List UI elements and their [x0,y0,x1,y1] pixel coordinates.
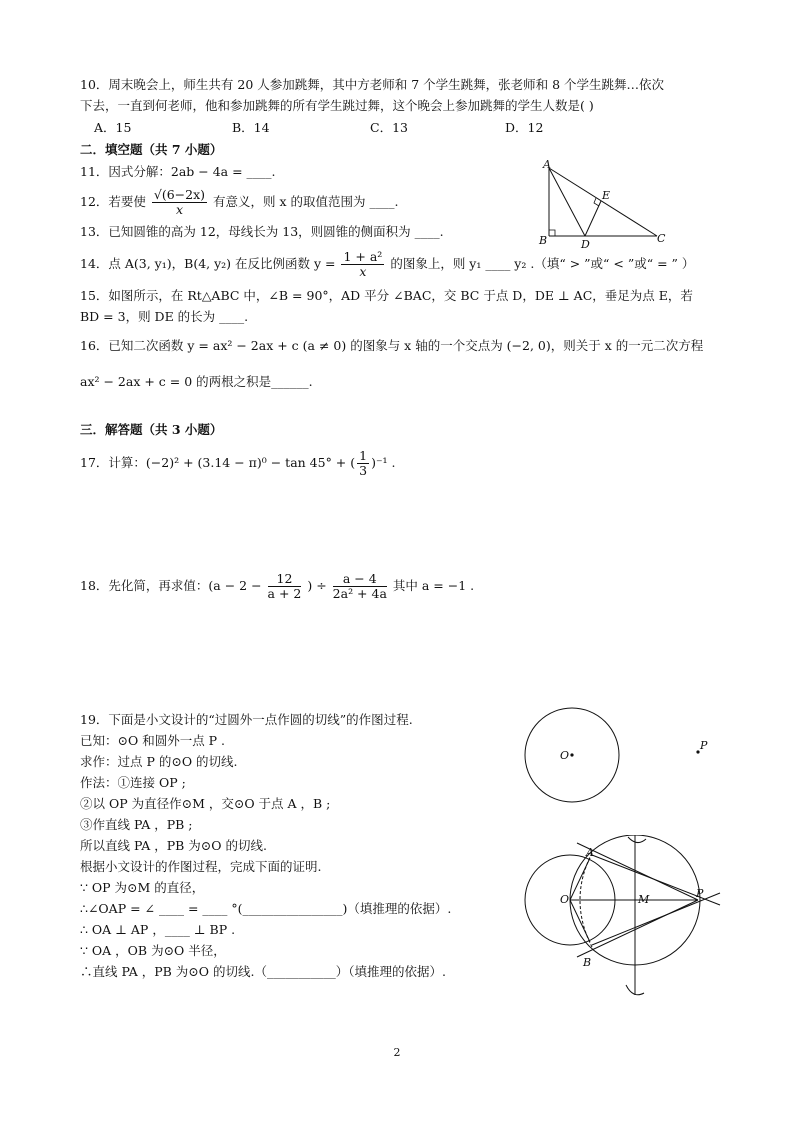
fig2-label-b: B [583,956,592,969]
q19-line-2: 已知：⊙O 和圆外一点 P . [80,733,226,748]
q17 [80,446,396,480]
fig2-label-o: O [560,893,570,906]
q19-line-1: 19．下面是小文设计的“过圆外一点作圆的切线”的作图过程. [80,712,413,727]
tri-label-e: E [602,189,611,202]
q19-line-10: ∴∠OAP = ∠ ____ = ____ °(________________)（填推理的依据）. [80,901,452,916]
q14-denominator: x [359,264,367,279]
section3-heading: 三．解答题（共 3 小题） [80,422,223,437]
q12-fraction [152,188,207,217]
q14 [80,246,694,282]
q13: 13．已知圆锥的高为 12，母线长为 13，则圆锥的侧面积为 ____. [80,224,444,239]
q11: 11．因式分解：2ab − 4a = ____. [80,164,276,179]
q10-option-a: A．15 [94,120,132,135]
q10-option-d: D．12 [505,120,544,135]
q16-line2: ax² − 2ax + c = 0 的两根之积是______. [80,374,313,389]
q14-pre: 14．点 A(3, y₁)，B(4, y₂) 在反比例函数 y = [80,256,336,271]
q19-line-12: ∵ OA ，OB 为⊙O 半径， [80,943,226,958]
q14-fraction [341,250,384,279]
tri-label-b: B [539,234,548,247]
q18-pre: 18．先化简，再求值：(a − 2 − [80,578,262,593]
q19-line-4: 作法：①连接 OP ; [80,775,186,790]
q18-denominator2: 2a² + 4a [332,586,387,601]
q18-denominator1: a + 2 [267,586,302,601]
q19-line-5: ②以 OP 为直径作⊙M ，交⊙O 于点 A ，B ; [80,796,331,811]
q19-line-8: 根据小文设计的作图过程，完成下面的证明. [80,859,322,874]
q12-numerator: √(6−2x) [153,187,206,202]
q12 [80,185,398,219]
tri-label-c: C [657,232,666,245]
q18 [80,568,474,604]
q17-post: )⁻¹ . [371,455,396,470]
q15-line2: BD = 3，则 DE 的长为 ____. [80,309,249,324]
fig2-label-m: M [638,893,650,906]
q17-pre: 17．计算：(−2)² + (3.14 − π)⁰ − tan 45° + ( [80,455,356,470]
q18-fraction2 [333,572,387,601]
q14-numerator: 1 + a² [343,249,383,264]
tri-label-d: D [581,238,590,250]
q15-line1: 15．如图所示，在 Rt△ABC 中，∠B = 90°，AD 平分 ∠BAC，交 BC 于点 D，DE ⊥ AC，垂足为点 E，若 [80,288,693,303]
q12-post: 有意义，则 x 的取值范围为 ____. [213,194,399,209]
q19-line-13: ∴直线 PA ，PB 为⊙O 的切线.（___________）（填推理的依据）. [80,964,446,979]
q18-fraction1 [268,572,302,601]
q12-pre: 12．若要使 [80,194,146,209]
fig2-label-a: A [586,846,594,859]
q19-line-7: 所以直线 PA ，PB 为⊙O 的切线. [80,838,267,853]
circle-figure-2 [520,835,730,1000]
q16-line1: 16．已知二次函数 y = ax² − 2ax + c (a ≠ 0) 的图象与 x 轴的一个交点为 (−2, 0)，则关于 x 的一元二次方程 [80,338,704,353]
tri-label-a: A [543,160,551,171]
q19-line-6: ③作直线 PA ，PB ; [80,817,193,832]
q10-line2: 下去，一直到何老师，他和参加跳舞的所有学生跳过舞，这个晚会上参加跳舞的学生人数是( ) [80,98,594,113]
q19-line-9: ∵ OP 为⊙M 的直径， [80,880,205,895]
q12-denominator: x [175,202,183,217]
q18-mid: ) ÷ [307,578,327,593]
triangle-figure [535,160,675,250]
q10-line1: 10．周末晚会上，师生共有 20 人参加跳舞，其中方老师和 7 个学生跳舞，张老师和 8 个学生跳舞…依次 [80,77,665,92]
q17-fraction [357,449,369,478]
fig1-label-p: P [700,739,708,752]
q18-post: 其中 a = −1 . [392,578,475,593]
q10-option-b: B．14 [232,120,270,135]
q14-post: 的图象上，则 y₁ ____ y₂ .（填“ > ”或“ < ”或“ = ” ） [390,256,695,271]
circle-figure-1 [520,700,730,820]
fig2-label-p: P [696,887,704,900]
page-number: 2 [393,1046,401,1059]
q19-line-3: 求作：过点 P 的⊙O 的切线. [80,754,238,769]
q18-numerator2: a − 4 [333,572,387,587]
q17-denominator: 3 [359,463,368,478]
fig1-label-o: O [560,749,570,762]
section2-heading: 二．填空题（共 7 小题） [80,142,223,157]
q10-option-c: C．13 [370,120,408,135]
q18-numerator1: 12 [268,572,302,587]
q19-line-11: ∴ OA ⊥ AP ，____ ⊥ BP . [80,922,236,937]
q17-numerator: 1 [359,448,368,463]
